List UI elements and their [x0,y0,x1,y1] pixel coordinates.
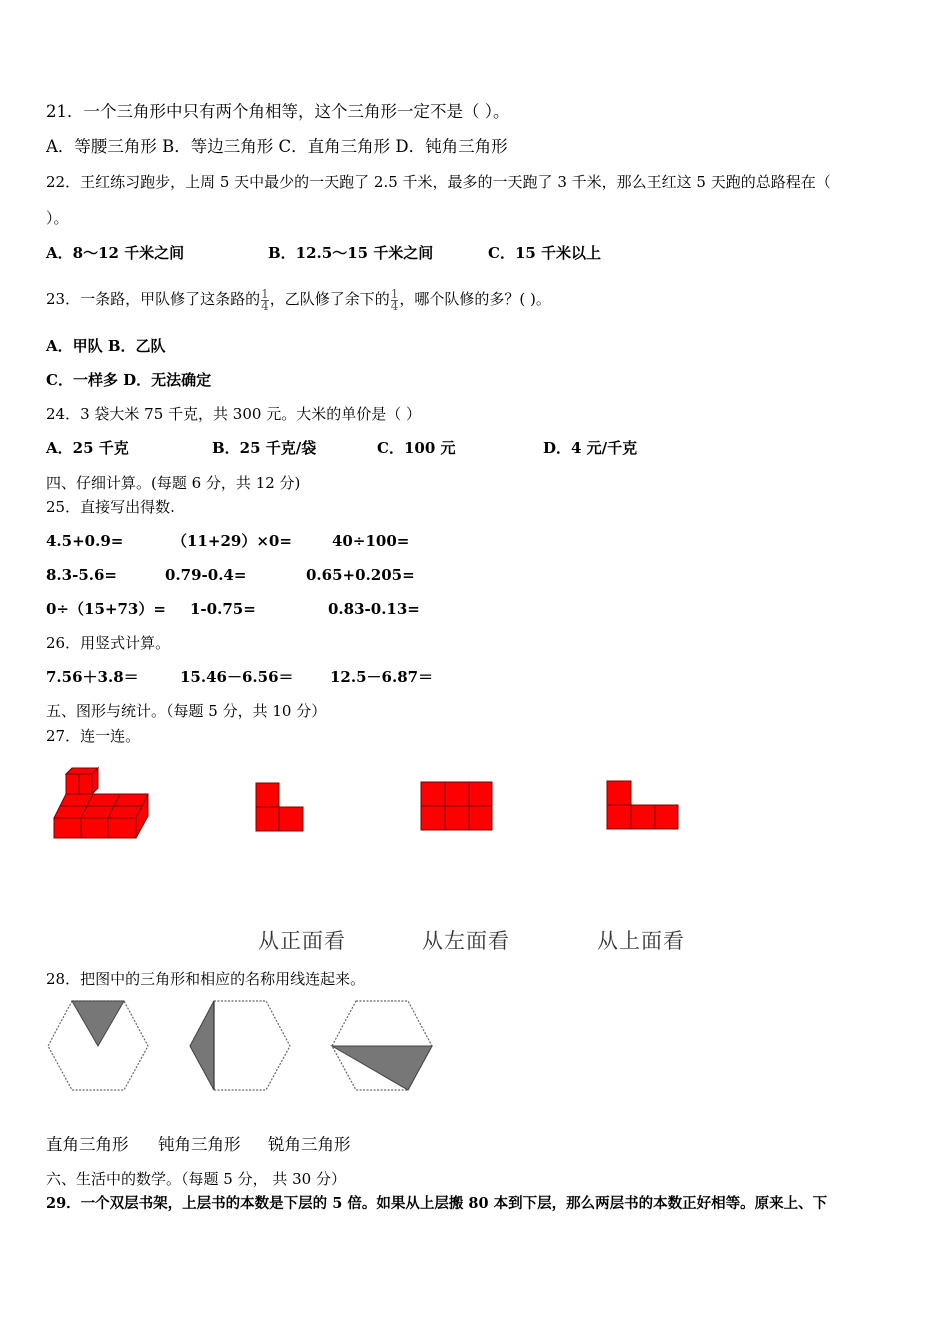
q26-stem: 26．用竖式计算。 [46,634,171,652]
q25-item-3-2: 1-0.75= [190,600,256,618]
q25-item-2-3: 0.65+0.205= [306,566,415,584]
q22-option-c: C．15 千米以上 [488,244,602,262]
q24-option-b: B．25 千克/袋 [212,439,317,457]
q23-stem-part1: 23．一条路，甲队修了这条路的 [46,290,261,308]
q28-name-3: 锐角三角形 [268,1135,351,1154]
hexagon-figure-2 [188,1000,292,1092]
q23-stem [46,280,551,318]
section6-heading: 六、生活中的数学。（每题 5 分， 共 30 分） [46,1170,346,1188]
q24-option-a: A．25 千克 [46,439,129,457]
q24-option-d: D．4 元/千克 [543,439,638,457]
q27-stem: 27．连一连。 [46,727,141,745]
q25-item-1-3: 40÷100= [332,532,410,550]
q25-item-2-2: 0.79-0.4= [165,566,247,584]
hexagon-figure-3 [330,1000,434,1092]
q26-item-3: 12.5－6.87＝ [330,668,434,686]
hexagon-figure-1 [47,1000,149,1092]
q21-options: A．等腰三角形 B．等边三角形 C．直角三角形 D．钝角三角形 [46,137,508,156]
view-label-top: 从上面看 [597,929,685,953]
q29-stem: 29．一个双层书架，上层书的本数是下层的 5 倍。如果从上层搬 80 本到下层，那么两层书的本数正好相等。原来上、下 [46,1195,828,1212]
view-shape-1 [255,782,305,834]
q25-item-2-1: 8.3-5.6= [46,566,117,584]
q26-item-1: 7.56＋3.8＝ [46,668,139,686]
q23-fraction-2: $\frac{1}{4}$ [390,286,399,313]
q28-name-1: 直角三角形 [46,1135,129,1154]
q22-option-a: A．8～12 千米之间 [46,244,185,262]
q23-stem-part2: ，乙队修了余下的 [269,290,390,308]
section4-heading: 四、仔细计算。(每题 6 分，共 12 分) [46,474,301,492]
q28-stem: 28．把图中的三角形和相应的名称用线连起来。 [46,970,366,988]
q24-option-c: C．100 元 [377,439,456,457]
q25-item-1-2: （11+29）×0= [172,532,292,550]
q25-item-1-1: 4.5+0.9= [46,532,124,550]
q25-item-3-3: 0.83-0.13= [328,600,420,618]
q22-stem-cont: ）。 [46,209,69,227]
q24-stem: 24．3 袋大米 75 千克，共 300 元。大米的单价是（ ） [46,405,421,423]
q23-stem-part3: ，哪个队修的多？( )。 [399,290,551,308]
q23-fraction-1: $\frac{1}{4}$ [261,286,269,313]
q25-item-3-1: 0÷（15+73）= [46,600,166,618]
view-shape-3 [606,780,680,832]
cube-solid-figure [50,766,150,842]
q26-item-2: 15.46－6.56＝ [180,668,294,686]
q22-option-b: B．12.5～15 千米之间 [268,244,434,262]
q21-stem: 21．一个三角形中只有两个角相等，这个三角形一定不是（ ）。 [46,102,510,121]
q23-options-line1: A．甲队 B．乙队 [46,337,166,355]
q28-name-2: 钝角三角形 [158,1135,241,1154]
section5-heading: 五、图形与统计。（每题 5 分，共 10 分） [46,702,327,720]
view-shape-2 [420,781,494,833]
q22-stem: 22．王红练习跑步，上周 5 天中最少的一天跑了 2.5 千米，最多的一天跑了 3 千米，那么王红这 5 天跑的总路程在（ [46,173,831,191]
view-label-left: 从左面看 [422,929,510,953]
q25-stem: 25．直接写出得数. [46,498,175,516]
q23-options-line2: C．一样多 D．无法确定 [46,371,212,389]
view-label-front: 从正面看 [258,929,346,953]
